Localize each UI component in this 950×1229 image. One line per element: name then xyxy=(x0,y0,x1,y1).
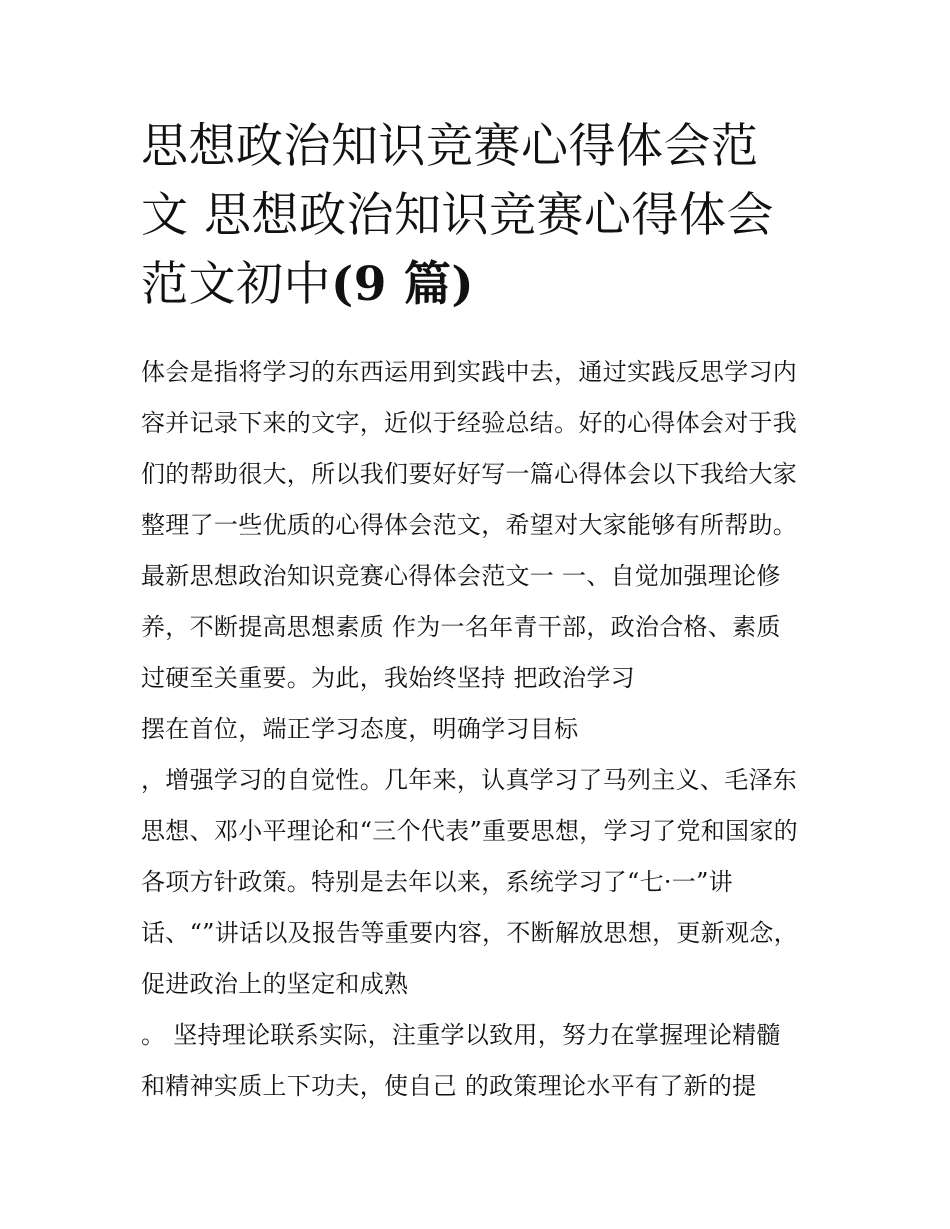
body-line: 容并记录下来的文字，近似于经验总结。好的心得体会对于我 xyxy=(141,409,798,437)
body-line: 各项方针政策。特别是去年以来，系统学习了“七·一”讲 xyxy=(141,868,733,896)
body-line: 话、“”讲话以及报告等重要内容，不断解放思想，更新观念， xyxy=(141,919,798,947)
title-tail: 篇) xyxy=(386,257,475,312)
body-line: 和精神实质上下功夫，使自己 的政策理论水平有了新的提 xyxy=(141,1072,757,1100)
body-line: 促进政治上的坚定和成熟 xyxy=(141,970,409,998)
body-line: 过硬至关重要。为此，我始终坚持 把政治学习 xyxy=(141,664,635,692)
title-line-3: 范文初中 xyxy=(141,257,331,312)
body-line: 整理了一些优质的心得体会范文，希望对大家能够有所帮助。 xyxy=(141,511,798,539)
body-line: 思想、邓小平理论和“三个代表”重要思想，学习了党和国家的 xyxy=(141,817,798,845)
body-line: 养，不断提高思想素质 作为一名年青干部，政治合格、素质 xyxy=(141,613,781,641)
body-line: 体会是指将学习的东西运用到实践中去，通过实践反思学习内 xyxy=(141,358,798,386)
body-line: 最新思想政治知识竞赛心得体会范文一 一、自觉加强理论修 xyxy=(141,562,781,590)
body-line: 摆在首位，端正学习态度，明确学习目标 xyxy=(141,715,579,743)
body-line: 。 坚持理论联系实际，注重学以致用，努力在掌握理论精髓 xyxy=(141,1021,781,1049)
document-title xyxy=(141,112,821,319)
body-line: 们的帮助很大，所以我们要好好写一篇心得体会以下我给大家 xyxy=(141,460,798,488)
title-count: (9 xyxy=(331,257,387,312)
document-body xyxy=(141,347,831,1112)
title-line-1: 思想政治知识竞赛心得体会范 xyxy=(141,119,759,174)
body-line: ，增强学习的自觉性。几年来，认真学习了马列主义、毛泽东 xyxy=(141,766,798,794)
title-line-2: 文 思想政治知识竞赛心得体会 xyxy=(141,188,774,243)
